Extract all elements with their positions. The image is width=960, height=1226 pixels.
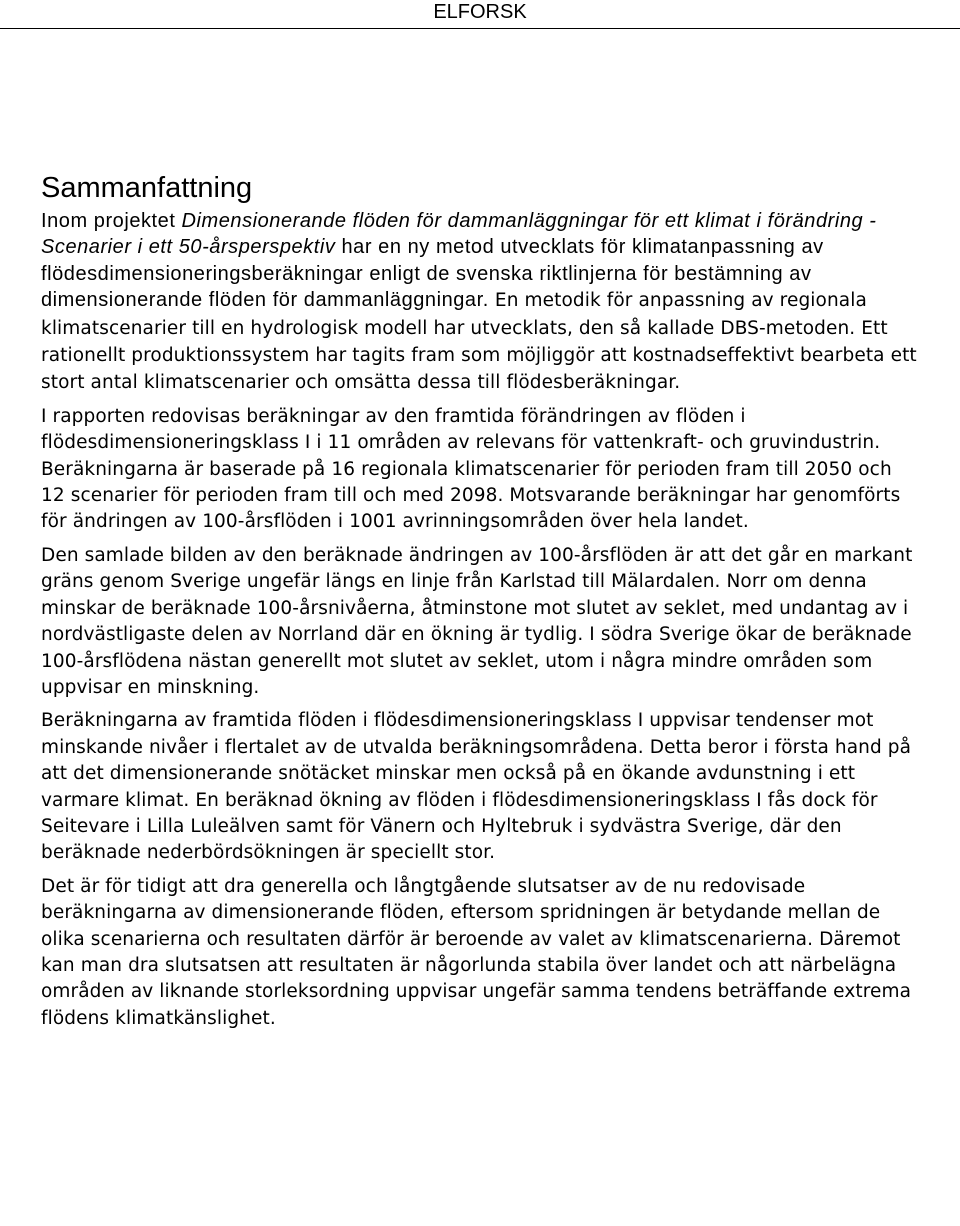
intro-text-middle: har en ny metod utvecklats för klimatanpassning av flödesdimensioneringsberäkningar enligt de svenska riktlinjerna för bestämning av dimensionerande flöden för dammanläggningar. (41, 236, 824, 312)
document-body (41, 168, 921, 1032)
paragraph-intro (41, 208, 921, 397)
paragraph-report: I rapporten redovisas beräkningar av den framtida förändringen av flöden i flödesdimensioneringsklass I i 11 områden av relevans för vattenkraft- och gruvindustrin. Beräkningarna är baserade på 16 regionala klimatscenarier för perioden fram till 2050 och 12 scenarier för perioden fram till och med 2098. Motsvarande beräkningar har genomförts för ändringen av 100-årsflöden i 1001 avrinningsområden över hela landet. (41, 405, 901, 533)
section-title: Sammanfattning (41, 172, 253, 204)
paragraph-class-one: Beräkningarna av framtida flöden i flödesdimensioneringsklass I uppvisar tendenser mot minskande nivåer i flertalet av de utvalda beräkningsområdena. Detta beror i första hand på att det dimensionerande snötäcket minskar men också på en ökande avdunstning i ett varmare klimat. En beräknad ökning av flöden i flödesdimensioneringsklass I fås dock för Seitevare i Lilla Luleälven samt för Vänern och Hyltebruk i sydvästra Sverige, där den beräknade nederbördsökningen är speciellt stor. (41, 710, 912, 864)
paragraph-conclusion: Det är för tidigt att dra generella och långtgående slutsatser av de nu redovisade beräkningarna av dimensionerande flöden, eftersom spridningen är betydande mellan de olika scenarierna och resultaten därför är beroende av valet av klimatscenarierna. Däremot kan man dra slutsatsen att resultaten är någorlunda stabila över landet och att närbelägna områden av liknande storleksordning uppvisar ungefär samma tendens beträffande extrema flödens klimatkänslighet. (41, 875, 912, 1029)
project-title: Dimensionerande flöden för dammanläggningar för ett klimat i förändring - Scenarier i ett 50-årsperspektiv (41, 210, 877, 259)
intro-text-end: En metodik för anpassning av regionala klimatscenarier till en hydrologisk modell har utvecklats, den så kallade DBS-metoden. Ett rationellt produktionssystem har tagits fram som möjliggör att kostnadseffektivt bearbeta ett stort antal klimatscenarier och omsätta dessa till flödesberäkningar. (41, 290, 917, 394)
intro-text-start: Inom projektet (41, 210, 182, 232)
paragraph-overall-picture: Den samlade bilden av den beräknade ändringen av 100-årsflöden är att det går en markant gräns genom Sverige ungefär längs en linje från Karlstad till Mälardalen. Norr om denna minskar de beräknade 100-årsnivåerna, åtminstone mot slutet av seklet, med undantag av i nordvästligaste delen av Norrland där en ökning är tydlig. I södra Sverige ökar de beräknade 100-årsflödena nästan generellt mot slutet av seklet, utom i några mindre områden som uppvisar en minskning. (41, 544, 913, 698)
page-header (0, 0, 960, 29)
header-title: ELFORSK (433, 1, 527, 23)
